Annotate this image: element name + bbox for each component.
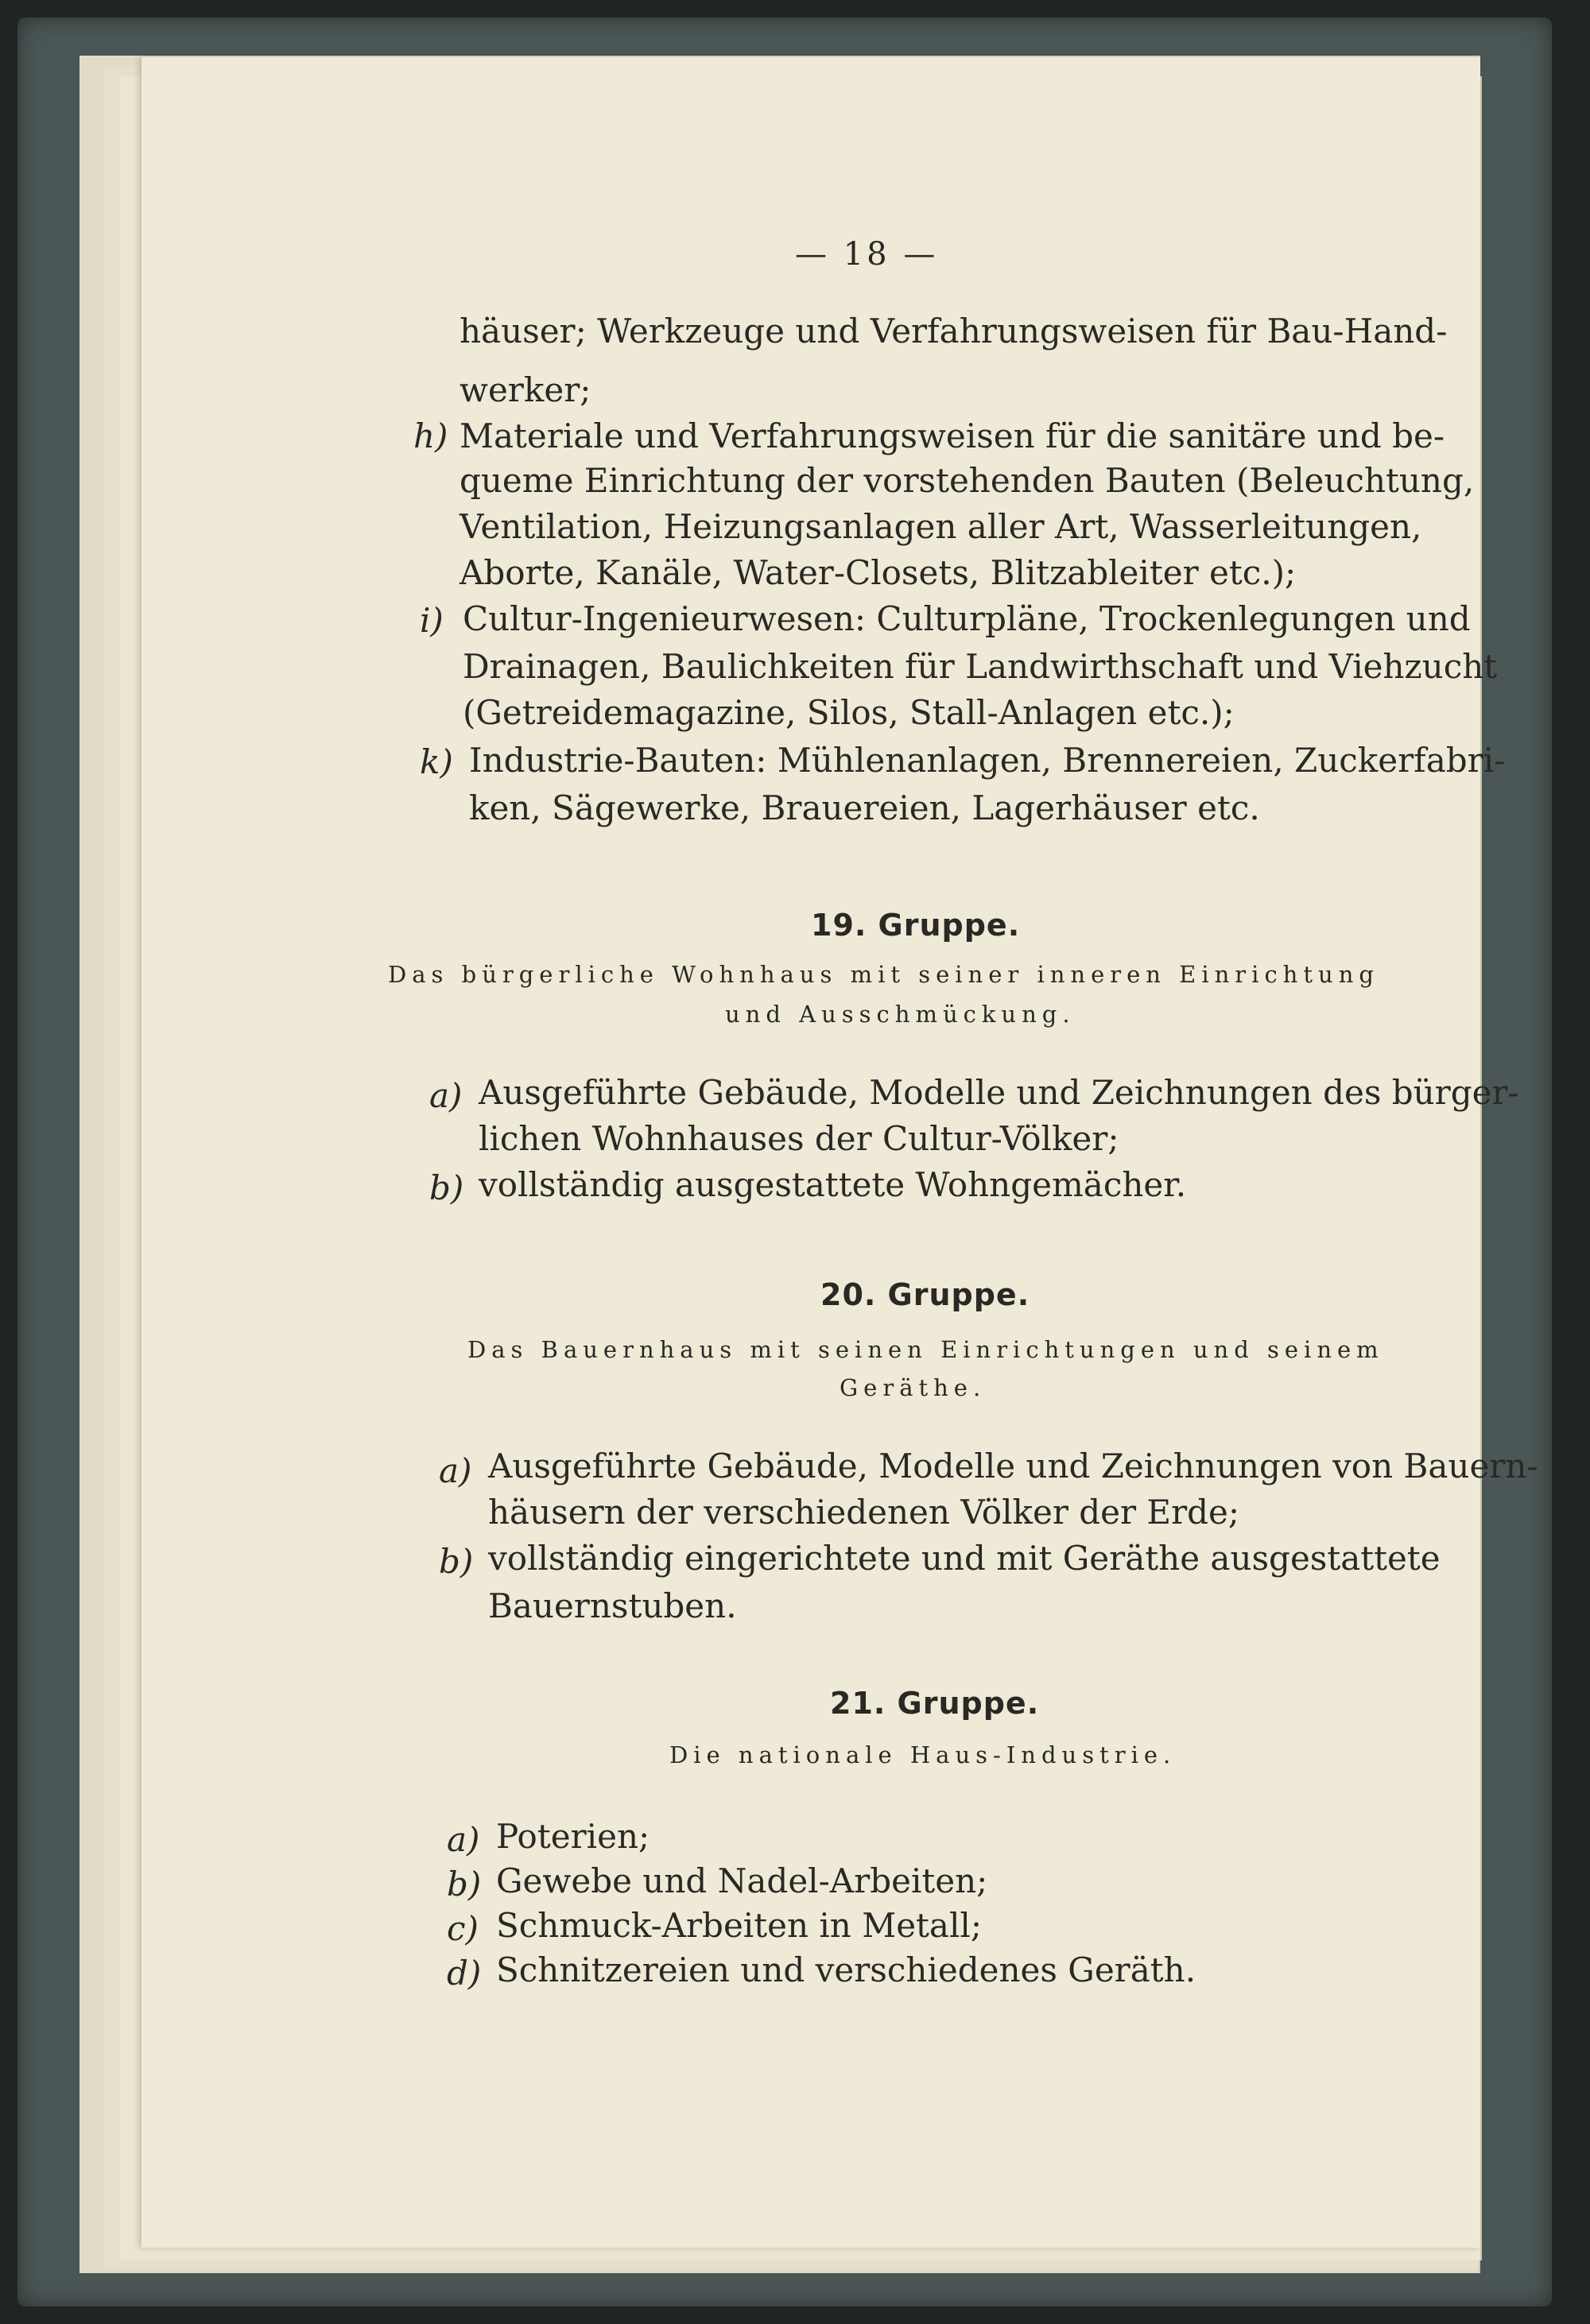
text-line: Drainagen, Baulichkeiten für Landwirthschaft und Viehzucht <box>463 647 1498 686</box>
text-line: Gewebe und Nadel-Arbeiten; <box>496 1861 988 1900</box>
section-heading: 21. Gruppe. <box>830 1686 1040 1721</box>
text-line: (Getreidemagazine, Silos, Stall-Anlagen etc.); <box>463 693 1235 732</box>
section-subtitle: Das Bauernhaus mit seinen Einrichtungen und seinem <box>467 1336 1384 1363</box>
item-label: c) <box>447 1909 479 1948</box>
item-label: b) <box>439 1542 474 1581</box>
text-line: Bauernstuben. <box>488 1586 737 1625</box>
text-line: lichen Wohnhauses der Cultur-Völker; <box>479 1119 1119 1158</box>
section-subtitle: Das bürgerliche Wohnhaus mit seiner inneren Einrichtung <box>388 961 1379 988</box>
section-subtitle: Geräthe. <box>840 1374 987 1401</box>
item-label: a) <box>439 1451 472 1490</box>
section-heading: 19. Gruppe. <box>811 908 1021 943</box>
text-line: werker; <box>460 370 591 409</box>
text-line: Ventilation, Heizungsanlagen aller Art, Wasserleitungen, <box>460 507 1422 546</box>
item-label: b) <box>447 1865 482 1904</box>
text-line: Industrie-Bauten: Mühlenanlagen, Brennereien, Zuckerfabri- <box>469 741 1506 780</box>
text-line: Schnitzereien und verschiedenes Geräth. <box>496 1950 1196 1989</box>
text-line: Ausgeführte Gebäude, Modelle und Zeichnungen des bürger- <box>479 1073 1519 1112</box>
item-label: a) <box>429 1076 463 1115</box>
text-line: häusern der verschiedenen Völker der Erde; <box>488 1493 1240 1532</box>
text-line: vollständig eingerichtete und mit Geräthe ausgestattete <box>488 1539 1441 1578</box>
section-heading: 20. Gruppe. <box>820 1277 1030 1312</box>
item-label: i) <box>420 601 444 640</box>
item-label: d) <box>447 1954 482 1993</box>
text-line: ken, Sägewerke, Brauereien, Lagerhäuser etc. <box>469 788 1260 827</box>
item-label: a) <box>447 1820 480 1859</box>
text-line: Materiale und Verfahrungsweisen für die sanitäre und be- <box>460 416 1445 455</box>
text-line: queme Einrichtung der vorstehenden Bauten (Beleuchtung, <box>460 461 1475 500</box>
section-subtitle: Die nationale Haus-Industrie. <box>669 1741 1177 1768</box>
item-label: k) <box>420 742 453 781</box>
section-subtitle: und Ausschmückung. <box>725 1001 1076 1028</box>
item-label: h) <box>413 416 448 455</box>
item-label: b) <box>429 1168 464 1207</box>
text-line: Poterien; <box>496 1817 650 1856</box>
text-line: Ausgeführte Gebäude, Modelle und Zeichnungen von Bauern- <box>488 1447 1538 1485</box>
page-number: — 18 — <box>795 236 939 273</box>
text-line: Aborte, Kanäle, Water-Closets, Blitzableiter etc.); <box>460 553 1297 592</box>
text-line: häuser; Werkzeuge und Verfahrungsweisen für Bau-Hand- <box>460 312 1448 351</box>
text-line: Cultur-Ingenieurwesen: Culturpläne, Trockenlegungen und <box>463 599 1471 638</box>
text-line: Schmuck-Arbeiten in Metall; <box>496 1906 982 1945</box>
text-line: vollständig ausgestattete Wohngemächer. <box>479 1165 1187 1204</box>
